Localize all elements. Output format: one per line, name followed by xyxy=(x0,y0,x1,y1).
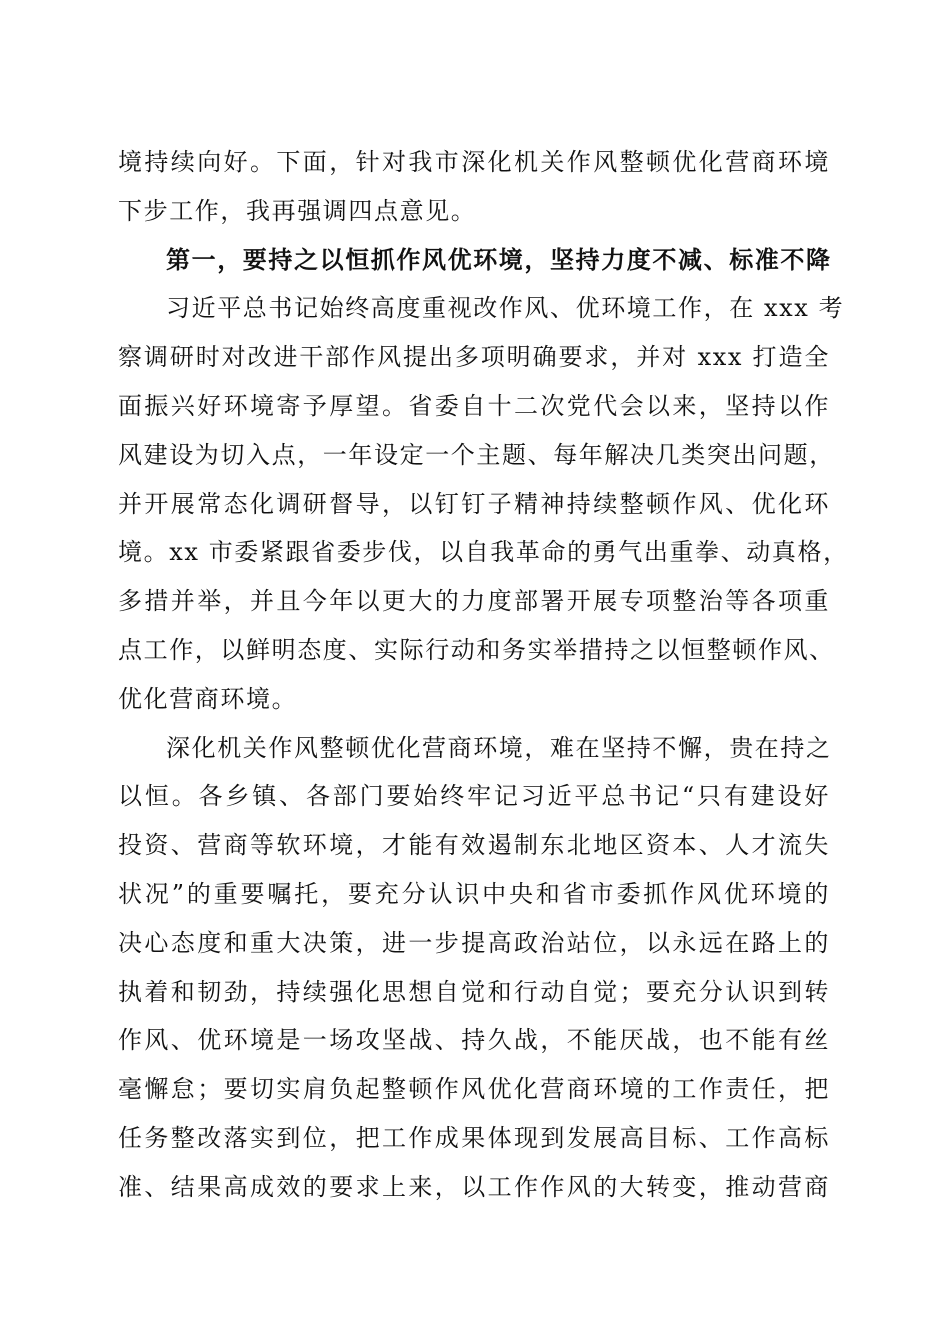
text-line: 决心态度和重大决策，进一步提高政治站位，以永远在路上的 xyxy=(118,928,830,957)
paragraph-intro-continuation xyxy=(118,138,830,236)
text-line: 多措并举，并且今年以更大的力度部署开展专项整治等各项重 xyxy=(118,587,830,616)
text-line: 优化营商环境。 xyxy=(118,684,298,713)
text-line: 任务整改落实到位，把工作成果体现到发展高目标、工作高标 xyxy=(118,1123,830,1152)
paragraph-body-1 xyxy=(118,284,849,723)
section-heading-first xyxy=(118,236,830,285)
text-line: 作风、优环境是一场攻坚战、持久战，不能厌战，也不能有丝 xyxy=(118,1026,830,1055)
text-line: 面振兴好环境寄予厚望。省委自十二次党代会以来，坚持以作 xyxy=(118,391,830,420)
text-line: 准、结果高成效的要求上来，以工作作风的大转变，推动营商 xyxy=(118,1172,830,1201)
text-line: 点工作，以鲜明态度、实际行动和务实举措持之以恒整顿作风、 xyxy=(118,635,835,664)
text-line: 境。xx 市委紧跟省委步伐，以自我革命的勇气出重拳、动真格， xyxy=(118,538,849,567)
paragraph-body-2 xyxy=(118,724,830,1212)
text-line: 并开展常态化调研督导，以钉钉子精神持续整顿作风、优化环 xyxy=(118,489,830,518)
document-body xyxy=(118,138,849,1212)
text-line: 执着和韧劲，持续强化思想自觉和行动自觉；要充分认识到转 xyxy=(118,977,830,1006)
text-line: 深化机关作风整顿优化营商环境，难在坚持不懈，贵在持之 xyxy=(166,733,832,762)
text-line: 境持续向好。下面，针对我市深化机关作风整顿优化营商环境 xyxy=(118,148,830,176)
text-line: 习近平总书记始终高度重视改作风、优环境工作，在 xxx 考 xyxy=(166,294,845,323)
text-line: 以恒。各乡镇、各部门要始终牢记习近平总书记“只有建设好 xyxy=(118,782,830,811)
text-line: 风建设为切入点，一年设定一个主题、每年解决几类突出问题， xyxy=(118,440,835,469)
text-line: 状况”的重要嘱托，要充分认识中央和省市委抓作风优环境的 xyxy=(118,879,830,908)
text-line: 毫懈怠；要切实肩负起整顿作风优化营商环境的工作责任，把 xyxy=(118,1075,830,1104)
text-line: 下步工作，我再强调四点意见。 xyxy=(118,196,477,225)
heading-line: 第一，要持之以恒抓作风优环境，坚持力度不减、标准不降 xyxy=(166,244,832,274)
text-line: 投资、营商等软环境，才能有效遏制东北地区资本、人才流失 xyxy=(118,831,830,860)
text-line: 察调研时对改进干部作风提出多项明确要求，并对 xxx 打造全 xyxy=(118,343,830,372)
